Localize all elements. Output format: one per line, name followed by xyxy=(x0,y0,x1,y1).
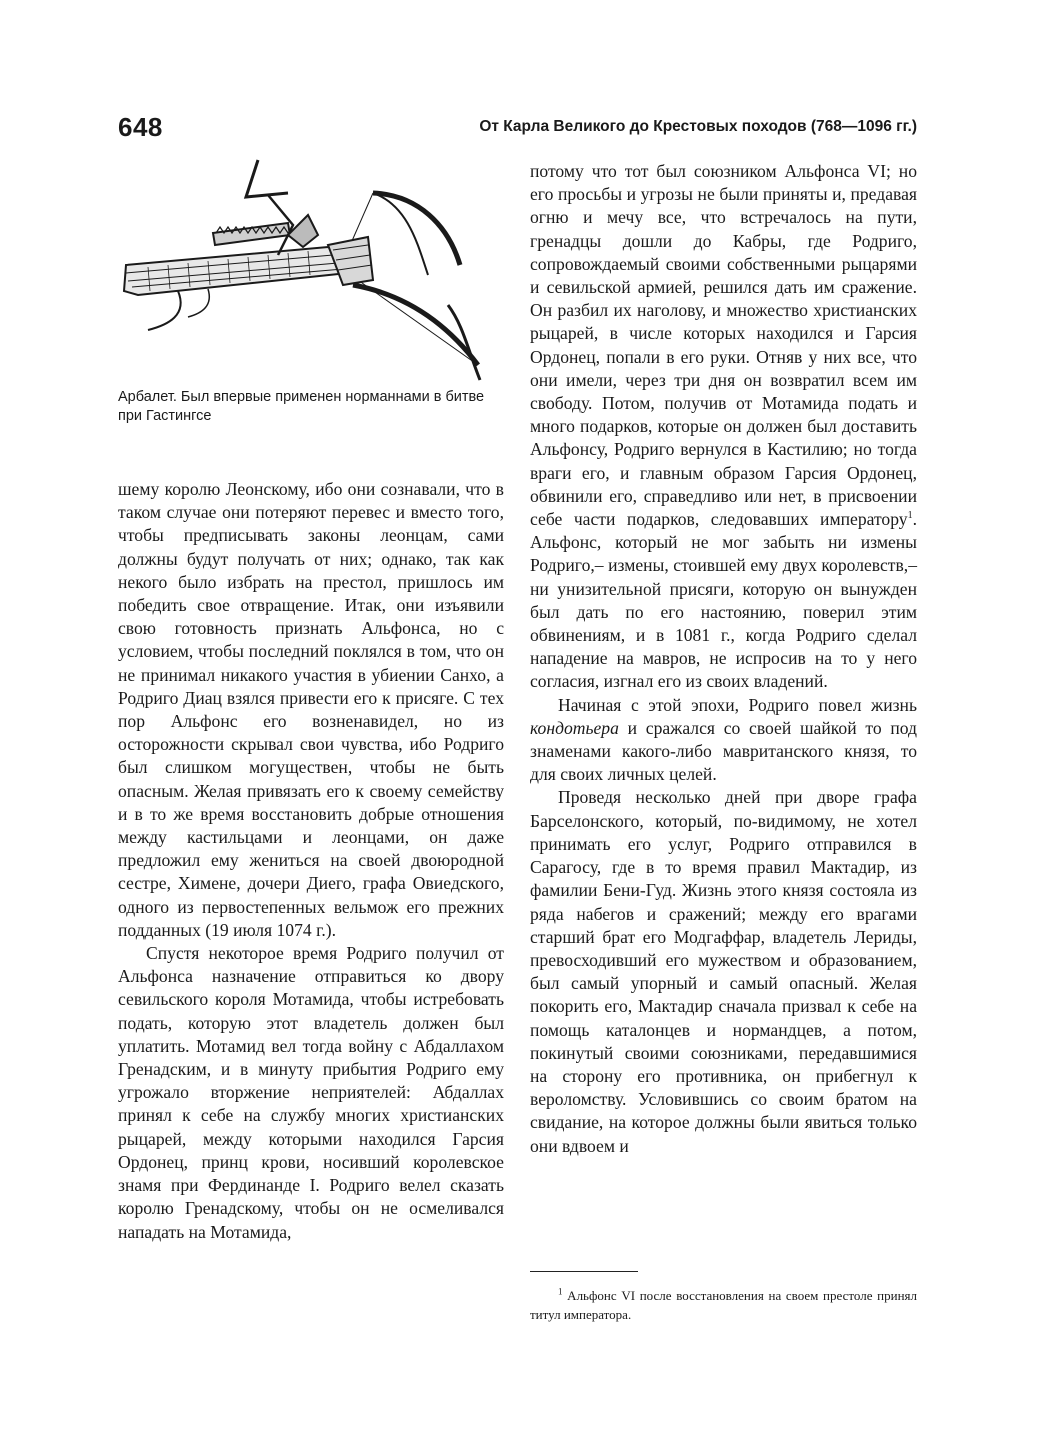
text-run: Начиная с этой эпохи, Родриго повел жизнь xyxy=(558,694,917,715)
text-run: потому что тот был союзником Альфонса VI; но его просьбы и угрозы не были приняты и, предавая огню и мечу все, что встречалось на пути, гренадцы дошли до Кабры, где Родриго, сопровождаемый своими собственными рыцарями и севильской армией, решился дать им сражение. Он разбил их наголову, и множество христианских рыцарей, в числе которых находился и Гарсия Ордонец, попали в его руки. Отняв у них все, что они имели, через три дня он возвратил всем им свободу. Потом, получив от Мотамида подать и много подарков, которые он должен был доставить Альфонсу, Родриго вернулся в Кастилию; но тогда враги его, и главным образом Гарсия Ордонец, обвинили его, справедливо или нет, в присвоении себе части подарков, следовавших императору xyxy=(530,161,917,530)
footnote-text: Альфонс VI после восстановления на своем престоле принял титул императора. xyxy=(530,1288,917,1322)
footnote-ref[interactable]: 1 xyxy=(907,510,913,522)
text-run: и сражался со своей шайкой то под знаменами какого-либо мавританского князя, то для своих личных целей. xyxy=(530,717,917,785)
paragraph: Спустя некоторое время Родриго получил от Альфонса назначение отправиться ко двору севильского короля Мотамида, чтобы истребовать подать, которую этот владетель должен был уплатить. Мотамид вел тогда войну с Абдаллахом Гренадским, и в минуту прибытия Родриго ему угрожало вторжение неприятелей: Абдаллах принял к себе на службу многих христианских рыцарей, между которыми находился Гарсия Ордонец, принц крови, носивший королевское знамя при Фердинанде I. Родриго велел сказать королю Гренадскому, чтобы он не осмеливался нападать на Мотамида, xyxy=(118,943,504,1242)
figure-caption: Арбалет. Был впервые применен норманнами в битве при Гастингсе xyxy=(118,389,485,424)
emphasis: кондотьера xyxy=(530,717,619,738)
left-column xyxy=(118,478,504,1244)
crossbow-illustration xyxy=(118,155,503,390)
text-run: . Альфонс, который не мог забыть ни измены Родриго,– измены, стоившей ему двух королевств,– ни унизительной присяги, которую он вынужден был дать по его настоянию, поверил этим обвинениям, и в 1081 г., когда Родриго сделал нападение на мавров, не испросив на то у него согласия, изгнал его из своих владений. xyxy=(530,509,917,692)
right-column xyxy=(530,160,917,1158)
footnote-divider xyxy=(530,1271,638,1272)
footnote-marker: 1 xyxy=(558,1286,563,1297)
crossbow-icon xyxy=(118,155,503,390)
paragraph: шему королю Леонскому, ибо они сознавали, что в таком случае они потеряют перевес и вместо того, чтобы предписывать законы леонцам, сами должны будут получать от них; однако, так как некого было избрать на престол, пришлось им победить свое отвращение. Итак, они изъявили свою готовность признать Альфонса, но с условием, чтобы последний поклялся в том, что он не принимал никакого участия в убиении Санхо, а Родриго Диац взялся привести его к присяге. С тех пор Альфонс его возненавидел, но из осторожности скрывал свои чувства, ибо Родриго был слишком могуществен, чтобы не быть опасным. Желая привязать его к своему семейству и в то же время восстановить добрые отношения между кастильцами и леонцами, он даже предложил ему жениться на своей двоюродной сестре, Химене, дочери Диего, графа Овиедского, одного из первостепенных вельмож его прежних подданных (19 июля 1074 г.). xyxy=(118,479,504,940)
footnote xyxy=(530,1286,917,1324)
paragraph xyxy=(530,694,917,787)
paragraph: Проведя несколько дней при дворе графа Барселонского, который, по-видимому, не хотел принимать его услуг, Родриго отправился в Сарагосу, где в то время правил Мактадир, из фамилии Бени-Гуд. Жизнь этого князя состояла из ряда набегов и сражений; между его врагами старший брат его Модгаффар, владетель Лериды, превосходивший его мужеством и образованием, был самый упорный и самый опасный. Желая покорить его, Мактадир сначала призвал к себе на помощь каталонцев и нормандцев, а потом, покинутый своими союзниками, передавшимися на сторону его противника, он прибегнул к вероломству. Условившись со своим братом на свидание, на которое должны были явиться только они вдвоем и xyxy=(530,787,917,1156)
paragraph xyxy=(530,160,917,694)
page-number: 648 xyxy=(118,112,163,142)
running-title: От Карла Великого до Крестовых походов (768—1096 гг.) xyxy=(479,118,917,135)
